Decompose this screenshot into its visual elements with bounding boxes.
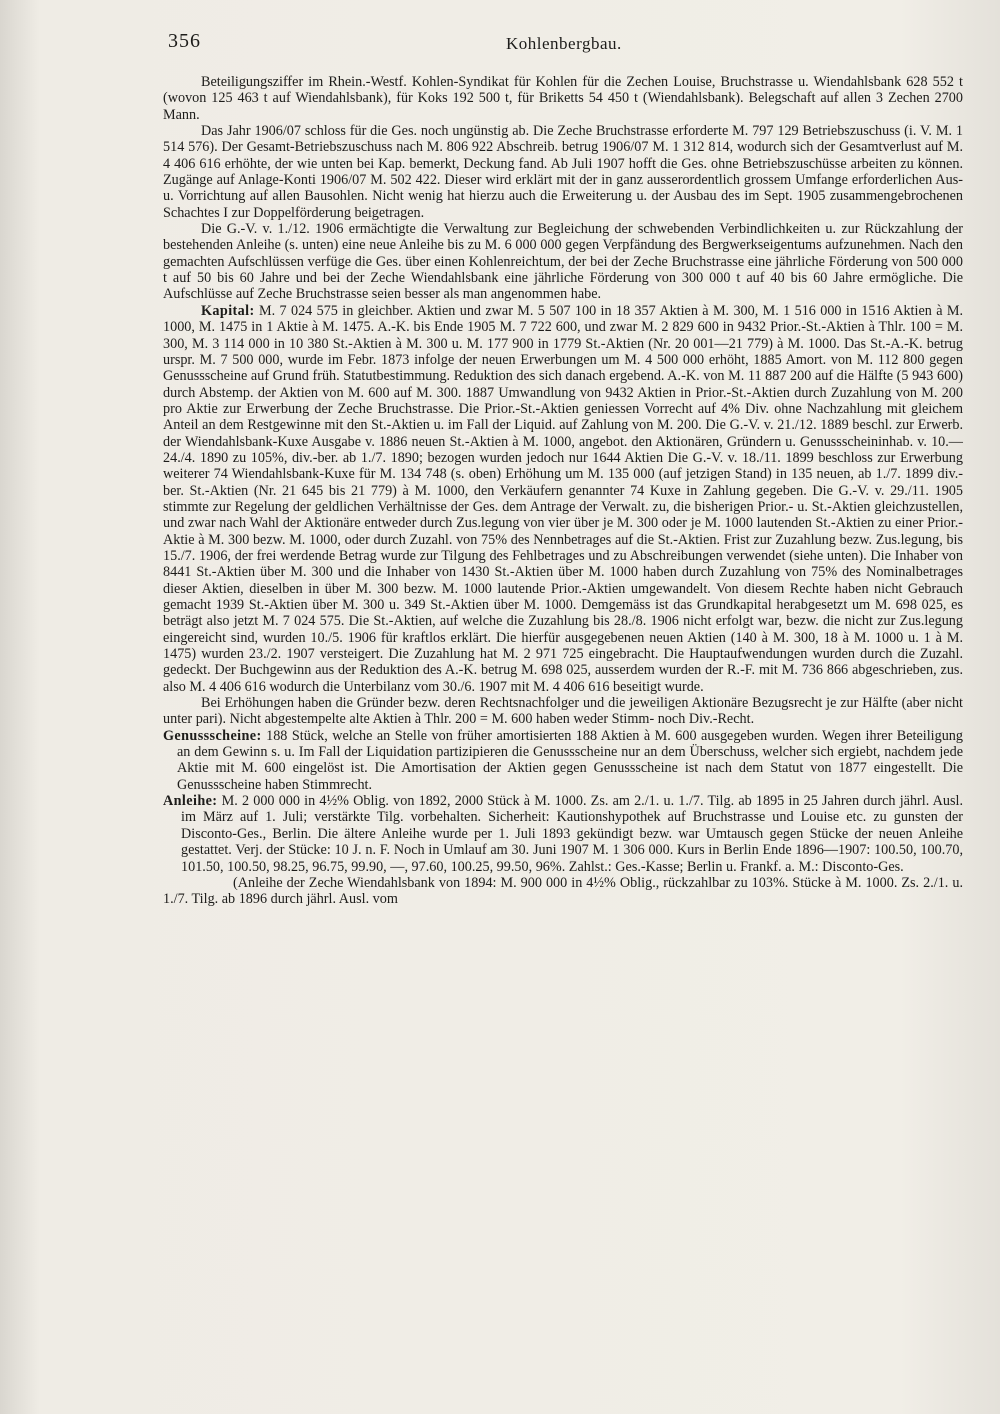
section-anleihe <box>163 793 963 875</box>
body-text <box>163 74 963 908</box>
paragraph-generalversammlung: Die G.-V. v. 1./12. 1906 ermächtigte die Verwaltung zur Begleichung der schwebenden Verbindlichkeiten u. zur Rückzahlung der bestehenden Anleihe (s. unten) eine neue Anleihe bis zu M. 6 000 000 gegen Verpfändung des Bergwerkseigentums aufzunehmen. Nach den gemachten Aufschlüssen verfüge die Ges. über einen Kohlenreichtum, der bei der Zeche Bruchstrasse eine jährliche Förderung von 500 000 t auf 50 bis 60 Jahre und bei der Zeche Wiendahlsbank eine jährliche Förderung von 300 000 t auf 40 bis 60 Jahre ermögliche. Die Aufschlüsse auf Zeche Bruchstrasse seien besser als man angenommen habe. <box>163 221 963 303</box>
kapital-text: M. 7 024 575 in gleichber. Aktien und zwar M. 5 507 100 in 18 357 Aktien à M. 300, M. 1 516 000 in 1516 Aktien à M. 1000, M. 1475 in 1 Aktie à M. 1475. A.-K. bis Ende 1905 M. 7 722 600, und zwar M. 2 829 600 in 9432 Prior.-St.-Aktien à Thlr. 100 = M. 300, M. 3 114 000 in 10 380 St.-Aktien à M. 300 u. M. 177 900 in 1779 St.-Aktien (Nr. 20 001—21 779) à M. 1000. Das St.-A.-K. betrug urspr. M. 7 500 000, wurde im Febr. 1873 infolge der neuen Erwerbungen um M. 4 500 000 erhöht, 1885 Amort. von M. 112 800 gegen Genussscheine auf Grund früh. Statutbestimmung. Reduktion des sich danach ergebend. A.-K. von M. 11 887 200 auf die Hälfte (5 943 600) durch Abstemp. der Aktien von M. 600 auf M. 300. 1887 Umwandlung von 9432 Aktien in Prior.-St.-Aktien durch Zuzahlung von M. 200 pro Aktie zur Erwerbung der Zeche Bruchstrasse. Die Prior.-St.-Aktien geniessen Vorrecht auf 4% Div. ohne Nachzahlung mit gleichem Anteil an dem Restgewinne mit den St.-Aktien u. im Fall der Liquid. auf Zahlung von M. 200. Die G.-V. v. 21./12. 1889 beschl. zur Erwerb. der Wiendahlsbank-Kuxe Ausgabe v. 1886 neuen St.-Aktien à M. 1000, angebot. den Aktionären, Gründern u. Genussscheininhab. v. 10.—24./4. 1890 zu 105%, div.-ber. ab 1./7. 1890; bezogen wurden jedoch nur 1644 Aktien Die G.-V. v. 18./11. 1899 beschloss zur Erwerbung weiterer 74 Wiendahlsbank-Kuxe für M. 134 748 (s. oben) Erhöhung um M. 135 000 (auf jetzigen Stand) in 135 neuen, ab 1./7. 1899 div.-ber. St.-Aktien (Nr. 21 645 bis 21 779) à M. 1000, den Verkäufern genannter 74 Kuxe in Zahlung gegeben. Die G.-V. v. 29./11. 1905 stimmte zur Regelung der geldlichen Verhältnisse der Ges. dem Antrage der Verwalt. zu, die bisherigen Prior.- u. St.-Aktien gleichzustellen, und zwar nach Wahl der Aktionäre entweder durch Zus.legung von vier über je M. 300 oder je M. 1000 lautenden St.-Aktien zu einer Prior.-Aktie à M. 300 bezw. M. 1000, oder durch Zuzahl. von 75% des Nennbetrages auf die St.-Aktien. Frist zur Zuzahlung bezw. Zus.legung, bis 15./7. 1906, der frei werdende Betrag wurde zur Tilgung des Fehlbetrages und zu Abschreibungen verwendet (siehe unten). Die Inhaber von 8441 St.-Aktien über M. 300 und die Inhaber von 1430 St.-Aktien über M. 1000 haben durch Zuzahlung von 75% des Nominalbetrages dieser Aktien, dieselben in über M. 300 bezw. M. 1000 lautende Prior.-Aktien umgewandelt. Von diesem Rechte haben nicht Gebrauch gemacht 1939 St.-Aktien über M. 300 u. 349 St.-Aktien über M. 1000. Demgemäss ist das Grundkapital herabgesetzt um M. 698 025, es beträgt also jetzt M. 7 024 575. Die St.-Aktien, auf welche die Zuzahlung bis 28./8. 1906 nicht erfolgt war, bezw. die nicht zur Zus.legung eingereicht sind, wurden 10./5. 1906 für kraftlos erklärt. Die hierfür ausgegebenen neuen Aktien (140 à M. 300, 18 à M. 1000 u. 1 à M. 1475) wurden 23./2. 1907 versteigert. Die Zuzahlung hat M. 2 971 725 eingebracht. Die Hauptaufwendungen wurden durch die Zuzahl. gedeckt. Der Buchgewinn aus der Reduktion des A.-K. betrug M. 698 025, ausserdem wurden der R.-F. mit M. 736 866 abgeschrieben, zus. also M. 4 406 616 wodurch die Unterbilanz vom 30./6. 1907 mit M. 4 406 616 beseitigt wurde. <box>163 302 964 695</box>
genussscheine-text: 188 Stück, welche an Stelle von früher amortisierten 188 Aktien à M. 600 ausgegeben wurden. Wegen ihrer Beteiligung an dem Gewinn s. u. Im Fall der Liquidation partizipieren die Genussscheine nur an dem Überschuss, welcher sich ergiebt, nachdem jede Aktie mit M. 600 eingelöst ist. Die Amortisation der Aktien gegen Genussscheine ist nach dem Statut von 1877 eingestellt. Die Genussscheine haben Stimmrecht. <box>177 727 963 793</box>
page-header <box>168 30 960 60</box>
paragraph-geschaeftsjahr: Das Jahr 1906/07 schloss für die Ges. noch ungünstig ab. Die Zeche Bruchstrasse erforderte M. 797 129 Betriebszuschuss (i. V. M. 1 514 576). Der Gesamt-Betriebszuschuss nach M. 806 922 Abschreib. betrug 1906/07 M. 1 312 814, wodurch sich der Gesamtverlust auf M. 4 406 616 erhöhte, der wie unten bei Kap. bemerkt, Deckung fand. Ab Juli 1907 hofft die Ges. ohne Betriebszuschüsse arbeiten zu können. Zugänge auf Anlage-Konti 1906/07 M. 502 422. Dieser wird erklärt mit der in ganz ausserordentlich grossem Umfange erforderlichen Aus- u. Vorrichtung auf allen Bausohlen. Nicht wenig hat hierzu auch die Erweiterung u. der Ausbau des im Sept. 1905 zusammengebrochenen Schachtes I zur Doppelförderung beigetragen. <box>163 123 963 221</box>
paragraph-bezugsrecht: Bei Erhöhungen haben die Gründer bezw. deren Rechtsnachfolger und die jeweiligen Aktionäre Bezugsrecht je zur Hälfte (aber nicht unter pari). Nicht abgestempelte alte Aktien à Thlr. 200 = M. 600 haben weder Stimm- noch Div.-Recht. <box>163 695 963 728</box>
section-genussscheine <box>163 728 963 793</box>
running-title: Kohlenbergbau. <box>506 34 622 53</box>
kapital-label: Kapital: <box>201 302 255 319</box>
paragraph-anleihe-wiendahlsbank: (Anleihe der Zeche Wiendahlsbank von 1894: M. 900 000 in 4½% Oblig., rückzahlbar zu 103%. Stücke à M. 1000. Zs. 2./1. u. 1./7. Tilg. ab 1896 durch jährl. Ausl. vom <box>163 874 963 908</box>
anleihe-text: M. 2 000 000 in 4½% Oblig. von 1892, 2000 Stück à M. 1000. Zs. am 2./1. u. 1./7. Tilg. ab 1895 in 25 Jahren durch jährl. Ausl. im März auf 1. Juli; verstärkte Tilg. vorbehalten. Sicherheit: Kautionshypothek auf Bruchstrasse und Louise etc. zu gunsten der Disconto-Ges., Berlin. Die ältere Anleihe wurde per 1. Juli 1893 gekündigt bezw. war Umtausch gegen Stücke der neuen Anleihe gestattet. Verj. der Stücke: 10 J. n. F. Noch in Umlauf am 30. Juni 1907 M. 1 306 000. Kurs in Berlin Ende 1896—1907: 100.50, 100.70, 101.50, 100.50, 98.25, 96.75, 99.90, —, 97.60, 100.25, 99.50, 96%. Zahlst.: Ges.-Kasse; Berlin u. Frankf. a. M.: Disconto-Ges. <box>181 793 963 875</box>
paragraph-beteiligung: Beteiligungsziffer im Rhein.-Westf. Kohlen-Syndikat für Kohlen für die Zechen Louise, Bruchstrasse u. Wiendahlsbank 628 552 t (wovon 125 463 t auf Wiendahlsbank), für Koks 192 500 t, für Briketts 54 450 t (Wiendahlsbank). Belegschaft auf allen 3 Zechen 2700 Mann. <box>163 74 963 123</box>
section-kapital <box>163 303 963 695</box>
genussscheine-label: Genussscheine: <box>163 727 262 744</box>
page-number: 356 <box>168 30 201 52</box>
anleihe-label: Anleihe: <box>163 793 218 810</box>
